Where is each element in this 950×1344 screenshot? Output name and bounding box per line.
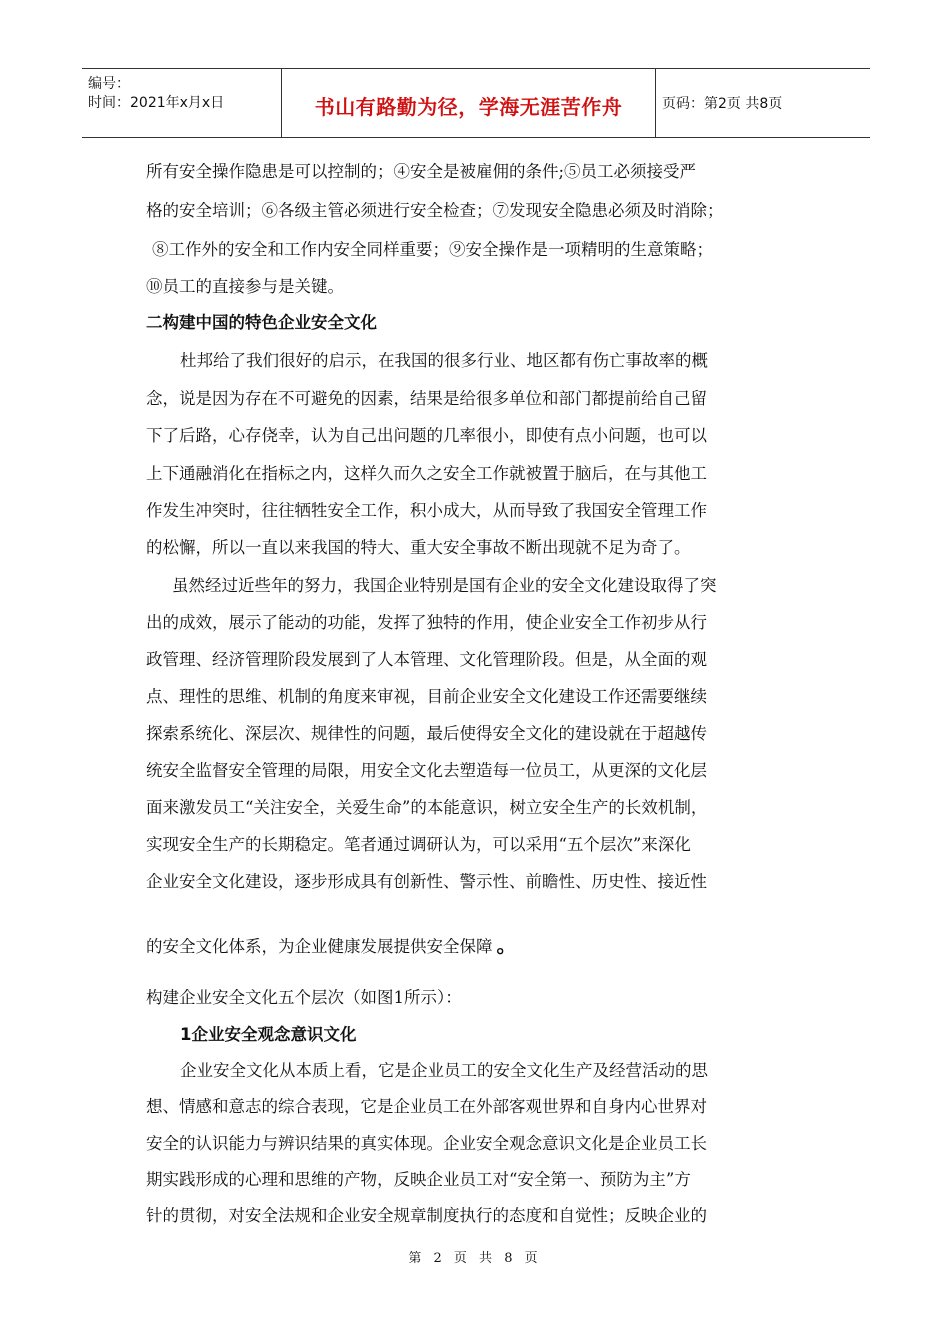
text-line: 格的安全培训；⑥各级主管必须进行安全检查；⑦发现安全隐患必须及时消除；	[146, 201, 724, 220]
text-line: 企业安全文化从本质上看，它是企业员工的安全文化生产及经营活动的思	[180, 1061, 708, 1080]
text-line: 作发生冲突时，往往牺牲安全工作，积小成大，从而导致了我国安全管理工作	[146, 501, 707, 520]
text-line: 杜邦给了我们很好的启示，在我国的很多行业、地区都有伤亡事故率的概	[180, 351, 708, 370]
page-footer: 第 2 页 共 8 页	[408, 1251, 542, 1266]
text-line: 下了后路，心存侥幸，认为自己出问题的几率很小，即使有点小问题，也可以	[146, 426, 707, 445]
text-line: 实现安全生产的长期稳定。笔者通过调研认为，可以采用“五个层次”来深化	[146, 835, 691, 854]
page-header	[82, 68, 870, 138]
text-line: 想、情感和意志的综合表现，它是企业员工在外部客观世界和自身内心世界对	[146, 1097, 707, 1116]
text-line: 所有安全操作隐患是可以控制的；④安全是被雇佣的条件;⑤员工必须接受严	[146, 162, 697, 181]
document-time-label: 时间：2021年x月x日	[88, 95, 225, 111]
text-line: 面来激发员工“关注安全，关爱生命”的本能意识，树立安全生产的长效机制，	[146, 798, 708, 817]
text-span: 的安全文化体系，为企业健康发展提供安全保障	[146, 937, 493, 956]
text-line: 安全的认识能力与辨识结果的真实体现。企业安全观念意识文化是企业员工长	[146, 1134, 707, 1153]
text-line: 虽然经过近些年的努力，我国企业特别是国有企业的安全文化建设取得了突	[172, 576, 717, 595]
text-line: 企业安全文化建设，逐步形成具有创新性、警示性、前瞻性、历史性、接近性	[146, 872, 707, 891]
subsection-heading: 1企业安全观念意识文化	[180, 1025, 357, 1044]
end-mark: 。	[496, 933, 517, 957]
text-line	[146, 929, 517, 958]
text-line: 上下通融消化在指标之内，这样久而久之安全工作就被置于脑后，在与其他工	[146, 464, 707, 483]
text-line: 的松懈，所以一直以来我国的特大、重大安全事故不断出现就不足为奇了。	[146, 538, 691, 557]
text-line: 针的贯彻，对安全法规和企业安全规章制度执行的态度和自觉性；反映企业的	[146, 1206, 707, 1225]
header-meta	[88, 75, 224, 113]
document-number-label: 编号：	[88, 76, 130, 92]
text-line: 探索系统化、深层次、规律性的问题，最后使得安全文化的建设就在于超越传	[146, 724, 707, 743]
text-line: 政管理、经济管理阶段发展到了人本管理、文化管理阶段。但是，从全面的观	[146, 650, 707, 669]
text-line: 点、理性的思维、机制的角度来审视，目前企业安全文化建设工作还需要继续	[146, 687, 707, 706]
header-divider	[281, 69, 282, 137]
section-heading: 二构建中国的特色企业安全文化	[146, 313, 377, 332]
text-line: 念，说是因为存在不可避免的因素，结果是给很多单位和部门都提前给自己留	[146, 389, 707, 408]
header-page-info: 页码：第2页 共8页	[662, 96, 783, 112]
text-line: 期实践形成的心理和思维的产物，反映企业员工对“安全第一、预防为主”方	[146, 1170, 691, 1189]
header-motto: 书山有路勤为径，学海无涯苦作舟	[314, 95, 623, 119]
text-line: 构建企业安全文化五个层次（如图1所示）：	[146, 988, 462, 1007]
text-line: ⑩员工的直接参与是关键。	[146, 277, 344, 296]
text-line: 出的成效，展示了能动的功能，发挥了独特的作用，使企业安全工作初步从行	[146, 613, 707, 632]
text-line: 统安全监督安全管理的局限，用安全文化去塑造每一位员工，从更深的文化层	[146, 761, 707, 780]
text-line: ⑧工作外的安全和工作内安全同样重要；⑨安全操作是一项精明的生意策略；	[152, 240, 713, 259]
header-divider	[655, 69, 656, 137]
